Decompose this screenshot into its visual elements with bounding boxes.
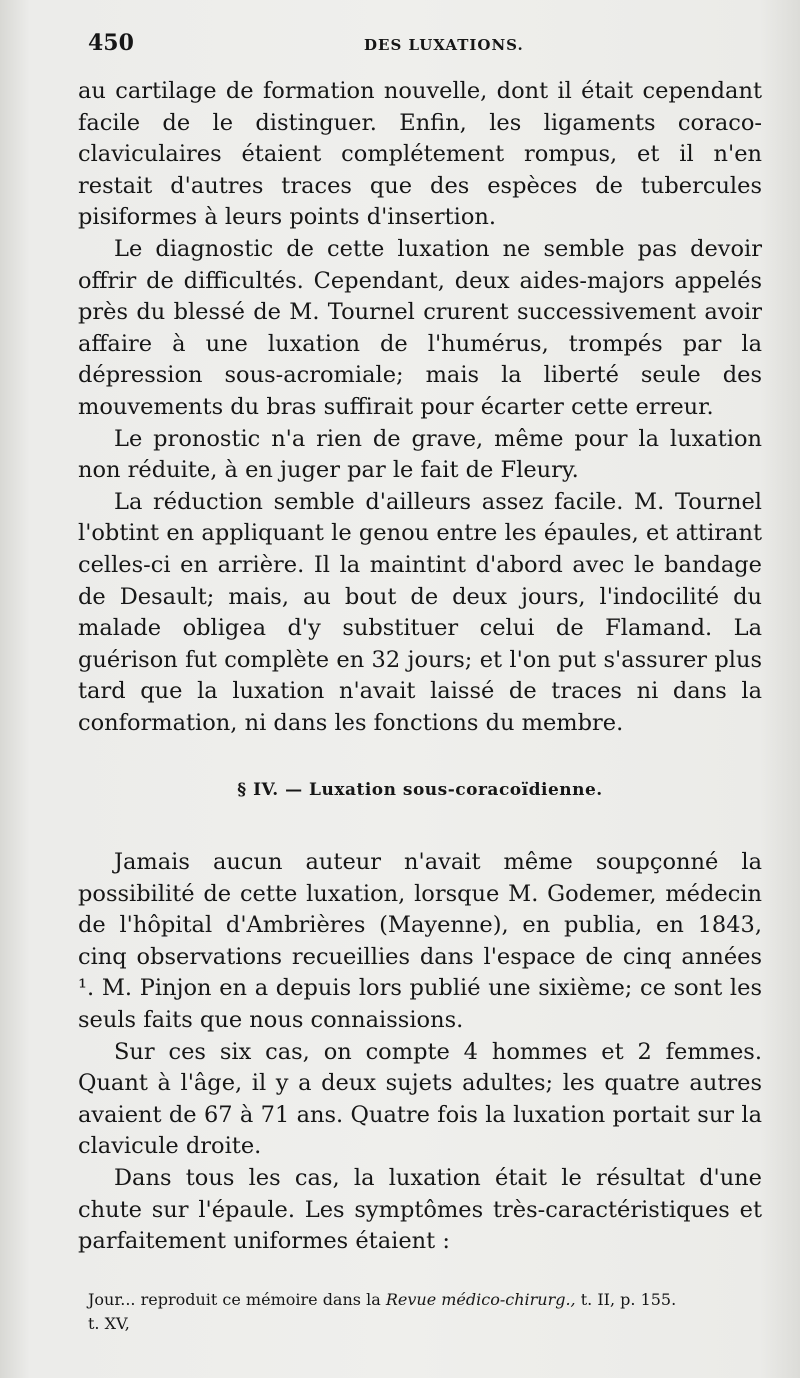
paragraph-pronostic: Le pronostic n'a rien de grave, même pour la luxation non réduite, à en juger par le fait de Fleury.: [78, 425, 762, 484]
paragraph-diagnostic: Le diagnostic de cette luxation ne semble pas devoir offrir de difficultés. Cependant, deux aides-majors appelés près du blessé de M. Tournel crurent successivement avoir affaire à une luxation de l'humérus, trompés par la dépression sous-acromiale; mais la liberté seule des mouvements du bras suffirait pour écarter cette erreur.: [78, 235, 762, 420]
paragraph-reduction: La réduction semble d'ailleurs assez facile. M. Tournel l'obtint en appliquant le genou entre les épaules, et attirant celles-ci en arrière. Il la maintint d'abord avec le bandage de Desault; mais, au bout de deux jours, l'indocilité du malade obligea d'y substituer celui de Flamand. La guérison fut complète en 32 jours; et l'on put s'assurer plus tard que la luxation n'avait laissé de traces ni dans la conformation, ni dans les fonctions du membre.: [78, 488, 762, 736]
paragraph-history: Jamais aucun auteur n'avait même soupçonné la possibilité de cette luxation, lorsque M. Godemer, médecin de l'hôpital d'Ambrières (Mayenne), en publia, en 1843, cinq observations recueillies dans l'espace de cinq années ¹. M. Pinjon en a depuis lors publié une sixième; ce sont les seuls faits que nous connaissions.: [78, 849, 762, 1034]
paragraph-symptoms: Dans tous les cas, la luxation était le résultat d'une chute sur l'épaule. Les symptômes très-caractéristiques et parfaitement uniformes étaient :: [78, 1165, 762, 1255]
footnote-journal: Revue médico-chirurg.,: [385, 1290, 576, 1309]
section-heading: § IV. — Luxation sous-coracoïdienne.: [237, 780, 603, 801]
running-head: DES LUXATIONS.: [364, 36, 524, 54]
page-header: [88, 30, 748, 64]
body-text: [78, 76, 762, 1258]
footnote: [88, 1288, 768, 1336]
footnote-prefix: Jour... reproduit ce mémoire dans la: [88, 1290, 381, 1309]
paragraph-cases: Sur ces six cas, on compte 4 hommes et 2 femmes. Quant à l'âge, il y a deux sujets adultes; les quatre autres avaient de 67 à 71 ans. Quatre fois la luxation portait sur la clavicule droite.: [78, 1038, 762, 1160]
footnote-line-2: t. XV,: [88, 1314, 130, 1333]
footnote-line-1: [88, 1288, 768, 1312]
footnote-suffix: t. II, p. 155.: [580, 1290, 677, 1309]
page-number: 450: [88, 30, 134, 56]
paragraph-continuation: au cartilage de formation nouvelle, dont il était cependant facile de le distinguer. Enfin, les ligaments coraco-claviculaires étaient complétement rompus, et il n'en restait d'autres traces que des espèces de tubercules pisiformes à leurs points d'insertion.: [78, 78, 762, 231]
